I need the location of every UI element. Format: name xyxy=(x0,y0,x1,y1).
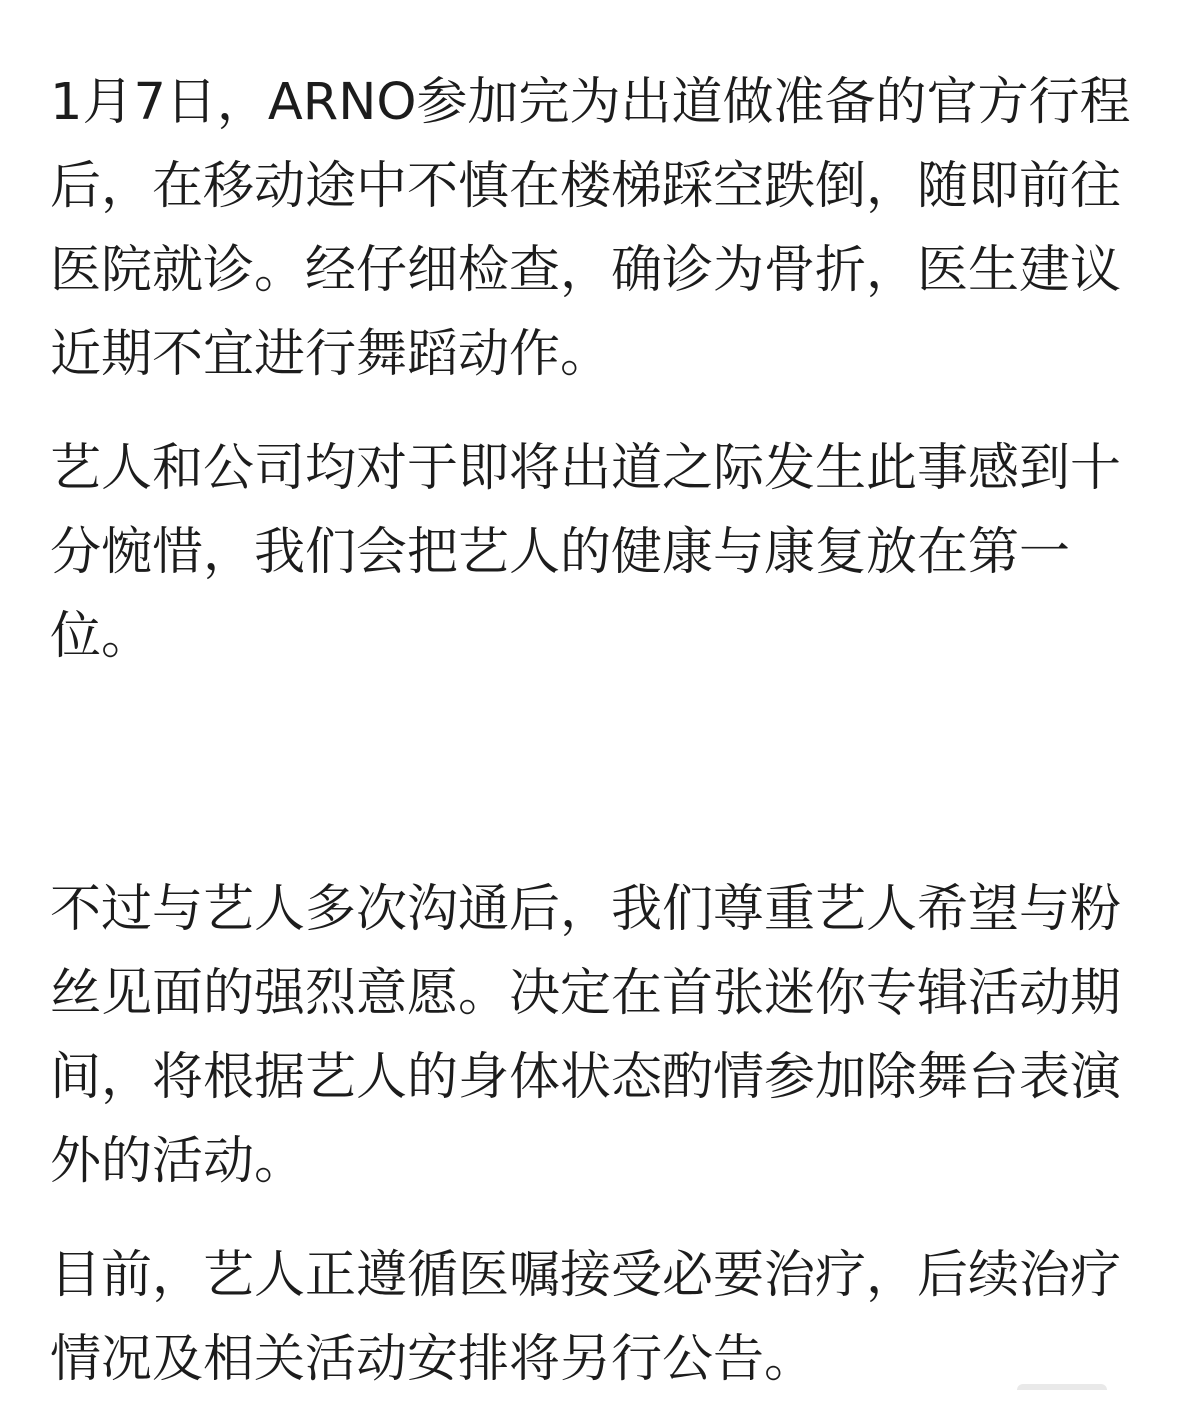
paragraph-regret: 艺人和公司均对于即将出道之际发生此事感到十分惋惜，我们会把艺人的健康与康复放在第一位。 xyxy=(50,439,1122,666)
announcement-text xyxy=(50,61,1145,1402)
scroll-indicator xyxy=(1017,1384,1107,1390)
paragraph-injury: 1月7日，ARNO参加完为出道做准备的官方行程后，在移动途中不慎在楼梯踩空跌倒，随即前往医院就诊。经仔细检查，确诊为骨折，医生建议近期不宜进行舞蹈动作。 xyxy=(50,73,1131,384)
paragraph-treatment: 目前，艺人正遵循医嘱接受必要治疗，后续治疗情况及相关活动安排将另行公告。 xyxy=(50,1246,1122,1389)
paragraph-fan-meeting: 不过与艺人多次沟通后，我们尊重艺人希望与粉丝见面的强烈意愿。决定在首张迷你专辑活动期间，将根据艺人的身体状态酌情参加除舞台表演外的活动。 xyxy=(50,880,1122,1191)
